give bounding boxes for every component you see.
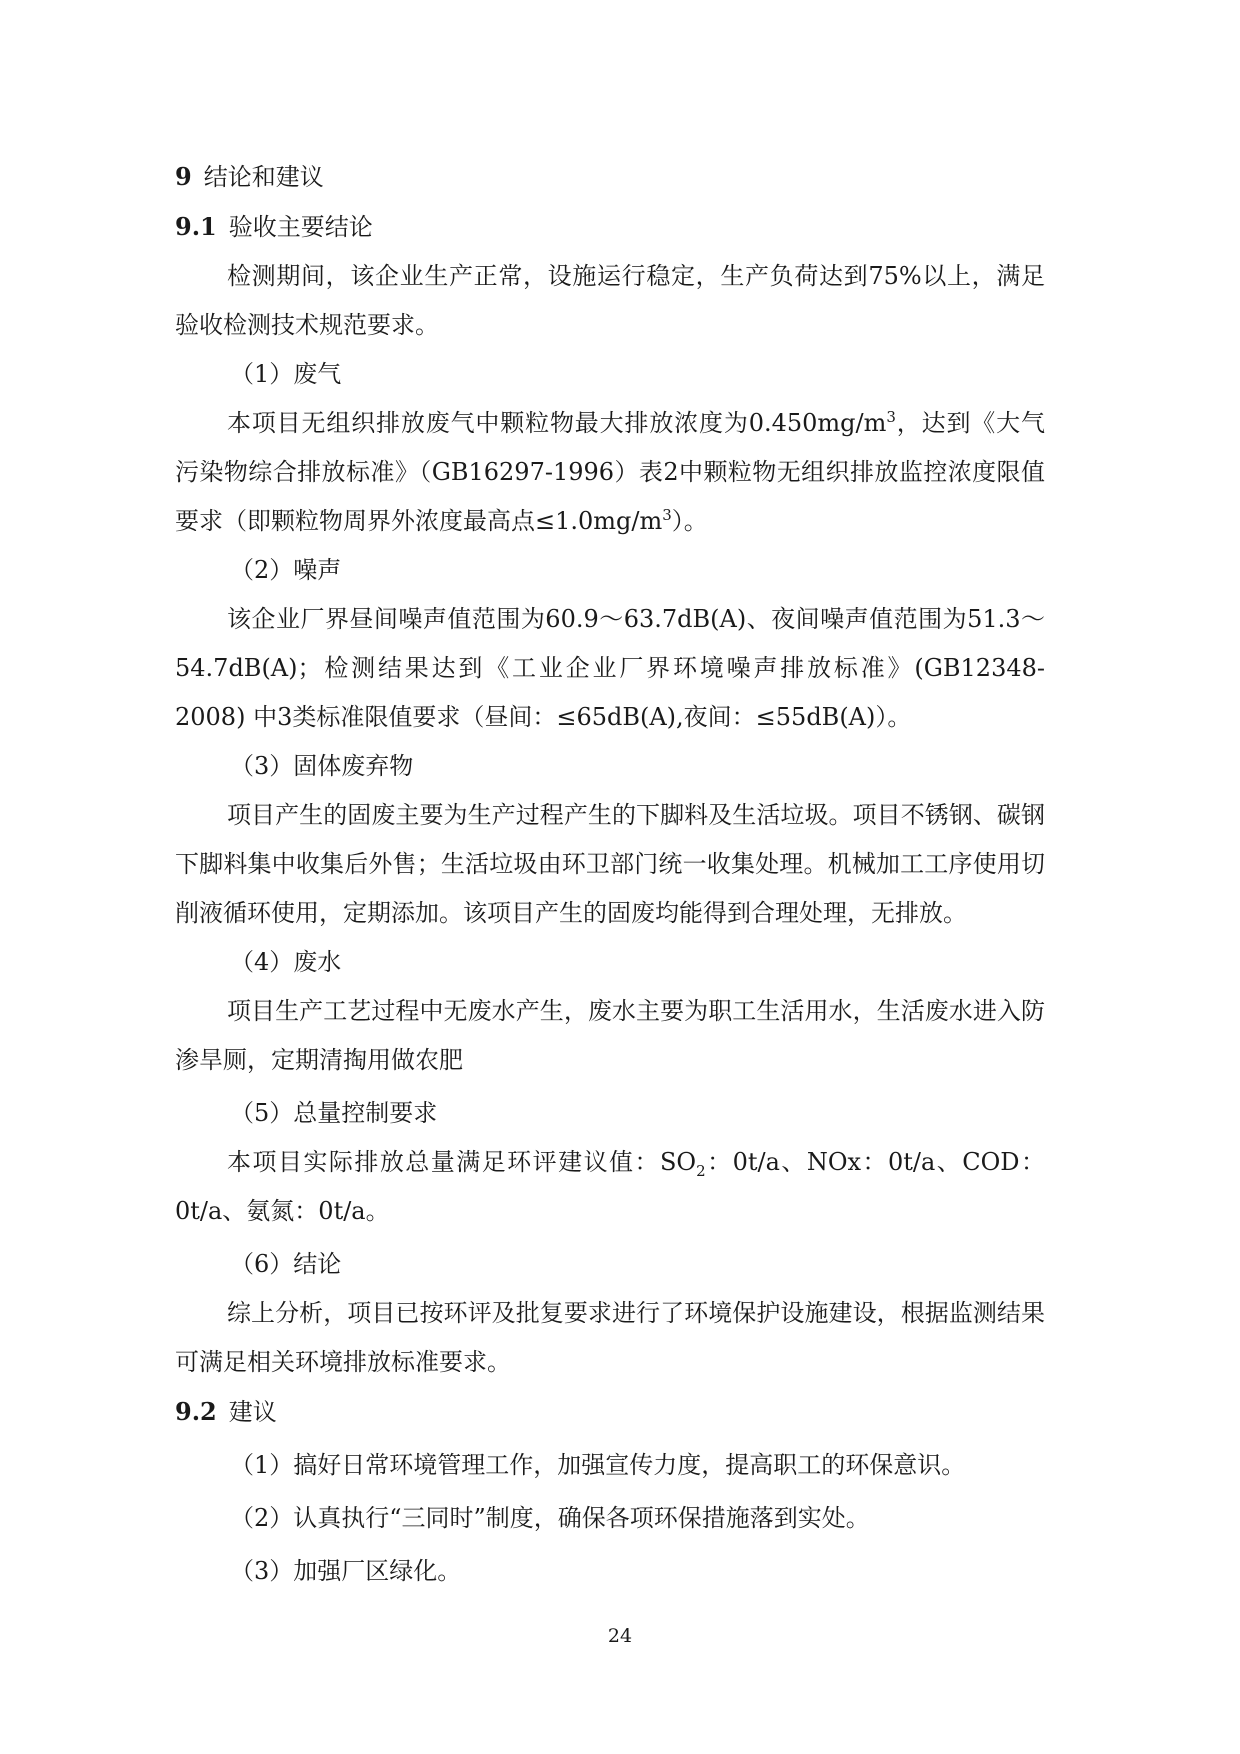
waste-gas-heading: （1）废气 xyxy=(230,360,342,388)
section-number: 9 xyxy=(175,162,192,191)
suggestion-item: （2）认真执行“三同时”制度，确保各项环保措施落到实处。 xyxy=(230,1504,870,1532)
subsection-heading-9-2 xyxy=(175,1387,1045,1437)
suggestion-item: （1）搞好日常环境管理工作，加强宣传力度，提高职工的环保意识。 xyxy=(230,1451,966,1479)
unit-superscript: 3 xyxy=(886,408,896,426)
subsection-number: 9.2 xyxy=(175,1397,217,1426)
subsection-title: 建议 xyxy=(228,1398,277,1426)
subsection-title: 验收主要结论 xyxy=(228,213,373,241)
total-control-paragraph xyxy=(175,1138,1045,1236)
waste-gas-text-1: 本项目无组织排放废气中颗粒物最大排放浓度为0.450mg/m xyxy=(227,409,887,437)
suggestion-item: （3）加强厂区绿化。 xyxy=(230,1557,462,1585)
waste-gas-paragraph xyxy=(175,399,1045,546)
page-number: 24 xyxy=(607,1625,633,1647)
solid-waste-paragraph: 项目产生的固废主要为生产过程产生的下脚料及生活垃圾。项目不锈钢、碳钢下脚料集中收集后外售；生活垃圾由环卫部门统一收集处理。机械加工工序使用切削液循环使用，定期添加。该项目产生的固废均能得到合理处理，无排放。 xyxy=(175,801,1045,927)
waste-water-paragraph: 项目生产工艺过程中无废水产生，废水主要为职工生活用水，生活废水进入防渗旱厕，定期清掏用做农肥 xyxy=(175,997,1045,1074)
intro-paragraph: 检测期间，该企业生产正常，设施运行稳定，生产负荷达到75%以上，满足验收检测技术规范要求。 xyxy=(175,262,1045,339)
conclusion-heading: （6）结论 xyxy=(230,1250,342,1278)
total-control-text-2: ：0t/a、NOx：0t/a、COD：0t/a、氨氮：0t/a。 xyxy=(175,1148,1045,1225)
subsection-number: 9.1 xyxy=(175,212,217,241)
total-control-heading: （5）总量控制要求 xyxy=(230,1099,438,1127)
waste-water-heading: （4）废水 xyxy=(230,948,342,976)
section-heading xyxy=(175,152,1045,202)
total-control-text-1: 本项目实际排放总量满足环评建议值：SO xyxy=(227,1148,697,1176)
so2-subscript: 2 xyxy=(696,1161,706,1180)
unit-superscript: 3 xyxy=(662,506,672,524)
page-content xyxy=(175,152,1045,1596)
noise-paragraph: 该企业厂界昼间噪声值范围为60.9～63.7dB(A)、夜间噪声值范围为51.3～54.7dB(A)；检测结果达到《工业企业厂界环境噪声排放标准》(GB12348-2008) 中3类标准限值要求（昼间：≤65dB(A),夜间：≤55dB(A)）。 xyxy=(175,605,1045,731)
section-title: 结论和建议 xyxy=(203,163,324,191)
conclusion-paragraph: 综上分析，项目已按环评及批复要求进行了环境保护设施建设，根据监测结果可满足相关环境排放标准要求。 xyxy=(175,1299,1045,1376)
solid-waste-heading: （3）固体废弃物 xyxy=(230,752,414,780)
noise-heading: （2）噪声 xyxy=(230,556,342,584)
waste-gas-text-3: ）。 xyxy=(671,507,708,535)
subsection-heading-9-1 xyxy=(175,202,1045,252)
waste-gas-text-2: ，达到《大气污染物综合排放标准》（GB16297-1996）表2中颗粒物无组织排放监控浓度限值要求（即颗粒物周界外浓度最高点≤1.0mg/m xyxy=(175,409,1045,535)
